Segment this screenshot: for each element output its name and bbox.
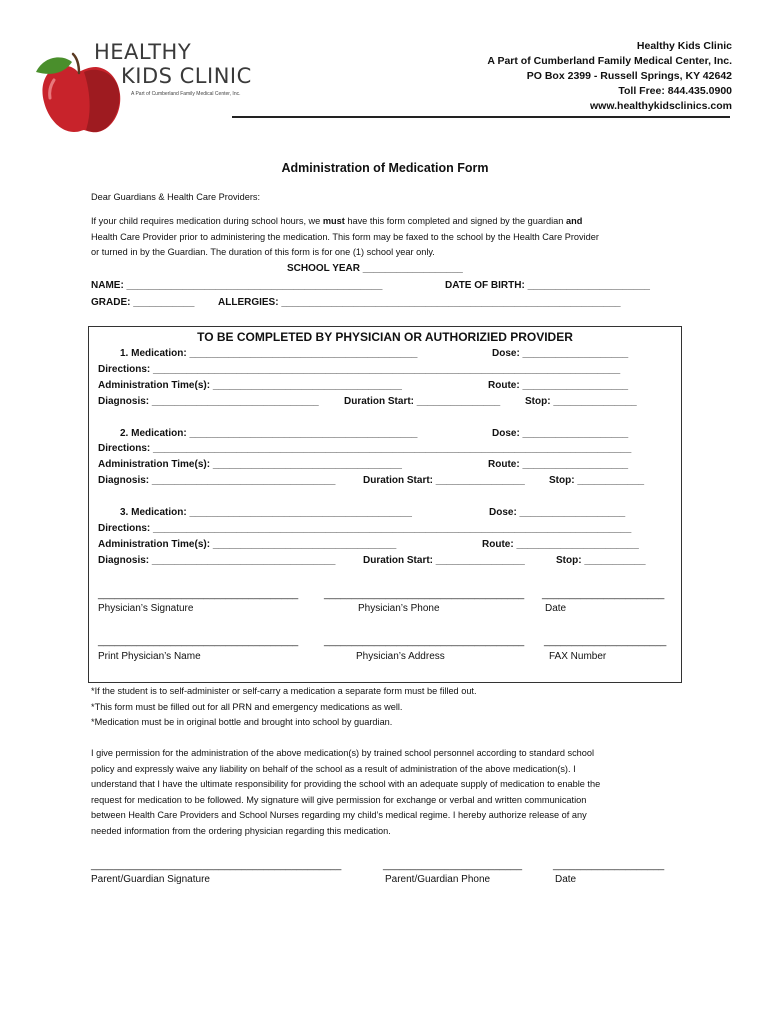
med1-dose-field[interactable]: Dose: ___________________ [492, 348, 629, 359]
med1-directions-field[interactable]: Directions: ____________________________________________________________________________________ [98, 364, 621, 375]
physician-section-title: TO BE COMPLETED BY PHYSICIAN OR AUTHORIZIED PROVIDER [197, 330, 573, 344]
med1-diagnosis-field[interactable]: Diagnosis: ______________________________ [98, 396, 319, 407]
fax-number-line[interactable]: ______________________ [544, 636, 667, 647]
med2-route-field[interactable]: Route: ___________________ [488, 459, 629, 470]
greeting: Dear Guardians & Health Care Providers: [91, 192, 261, 202]
school-year-field[interactable]: SCHOOL YEAR __________________ [287, 263, 463, 274]
note-self-administer: *If the student is to self-administer or self-carry a medication a separate form must be filled out. [91, 686, 477, 696]
fax-number-label: FAX Number [549, 651, 607, 662]
guardian-phone-line[interactable]: _________________________ [383, 860, 523, 871]
allergies-field[interactable]: ALLERGIES: _____________________________________________________________ [218, 297, 621, 308]
physician-signature-line[interactable]: ____________________________________ [98, 589, 299, 600]
form-title: Administration of Medication Form [281, 161, 489, 175]
note-original-bottle: *Medication must be in original bottle and brought into school by guardian. [91, 717, 393, 727]
med3-dose-field[interactable]: Dose: ___________________ [489, 507, 626, 518]
physician-phone-label: Physician’s Phone [358, 603, 440, 614]
notes [91, 684, 477, 731]
guardian-signature-line[interactable]: _____________________________________________ [91, 860, 342, 871]
header-divider [232, 116, 730, 118]
med2-dose-field[interactable]: Dose: ___________________ [492, 428, 629, 439]
med1-route-field[interactable]: Route: ___________________ [488, 380, 629, 391]
logo-kids-clinic: KIDS CLINIC [121, 64, 252, 88]
guardian-signature-label: Parent/Guardian Signature [91, 874, 210, 885]
clinic-affiliation: A Part of Cumberland Family Medical Center, Inc. [487, 55, 732, 67]
note-prn: *This form must be filled out for all PRN and emergency medications as well. [91, 701, 403, 712]
med2-admin-time-field[interactable]: Administration Time(s): __________________________________ [98, 459, 402, 470]
clinic-name: Healthy Kids Clinic [636, 40, 732, 52]
logo-healthy: HEALTHY [94, 40, 192, 64]
med1-duration-start-field[interactable]: Duration Start: _______________ [344, 396, 501, 407]
med3-directions-field[interactable]: Directions: ______________________________________________________________________________________ [98, 523, 632, 534]
dob-field[interactable]: DATE OF BIRTH: ______________________ [445, 280, 650, 291]
physician-date-line[interactable]: ______________________ [542, 589, 665, 600]
physician-address-label: Physician’s Address [356, 651, 445, 662]
clinic-tollfree: Toll Free: 844.435.0900 [618, 85, 732, 97]
med3-medication-field[interactable]: 3. Medication: ________________________________________ [120, 507, 412, 518]
med2-medication-field[interactable]: 2. Medication: _________________________________________ [120, 428, 418, 439]
clinic-website[interactable]: www.healthykidsclinics.com [590, 100, 732, 112]
intro-paragraph: If your child requires medication during school hours, we must have this form completed and signed by the guardian and Health Care Provider prior to administering the medication. This form may be faxed to the school by the Health Care Provider or turned in by the Guardian. The duration of this form is for one (1) school year only. [91, 216, 599, 257]
med2-directions-field[interactable]: Directions: ______________________________________________________________________________________ [98, 443, 632, 454]
name-field[interactable]: NAME: ______________________________________________ [91, 280, 383, 291]
clinic-info [487, 39, 732, 114]
logo-tagline: A Part of Cumberland Family Medical Center, Inc. [131, 91, 241, 97]
guardian-date-label: Date [555, 874, 577, 885]
med3-route-field[interactable]: Route: ______________________ [482, 539, 639, 550]
apple-logo-icon [32, 52, 124, 136]
physician-phone-line[interactable]: ____________________________________ [324, 589, 525, 600]
grade-field[interactable]: GRADE: ___________ [91, 297, 195, 308]
med1-stop-field[interactable]: Stop: _______________ [525, 396, 637, 407]
med1-admin-time-field[interactable]: Administration Time(s): __________________________________ [98, 380, 402, 391]
physician-date-label: Date [545, 603, 567, 614]
guardian-date-line[interactable]: ____________________ [553, 860, 665, 871]
print-physician-name-label: Print Physician’s Name [98, 651, 201, 662]
med1-medication-field[interactable]: 1. Medication: _________________________________________ [120, 348, 418, 359]
clinic-address: PO Box 2399 - Russell Springs, KY 42642 [526, 70, 732, 82]
med3-admin-time-field[interactable]: Administration Time(s): _________________________________ [98, 539, 397, 550]
permission-paragraph: I give permission for the administration of the above medication(s) by trained school personnel according to standard school policy and expressly waive any liability on behalf of the school as a result of administration of the above medication(s). I understand that I have the ultimate responsibility for providing the school with an adequate supply of medication to enable the request for medication to be followed. My signature will give permission for exchange or verbal and written communication between Health Care Providers and School Nurses regarding my child’s medical regime. I hereby authorize release of any needed information from the ordering physician regarding this medication. [91, 748, 601, 836]
print-physician-name-line[interactable]: ____________________________________ [98, 636, 299, 647]
med2-diagnosis-field[interactable]: Diagnosis: _________________________________ [98, 475, 336, 486]
med2-duration-start-field[interactable]: Duration Start: ________________ [363, 475, 525, 486]
physician-signature-label: Physician’s Signature [98, 603, 194, 614]
guardian-phone-label: Parent/Guardian Phone [385, 874, 491, 885]
med2-stop-field[interactable]: Stop: ____________ [549, 475, 645, 486]
med3-duration-start-field[interactable]: Duration Start: ________________ [363, 555, 525, 566]
physician-address-line[interactable]: ____________________________________ [324, 636, 525, 647]
med3-stop-field[interactable]: Stop: ___________ [556, 555, 646, 566]
med3-diagnosis-field[interactable]: Diagnosis: _________________________________ [98, 555, 336, 566]
